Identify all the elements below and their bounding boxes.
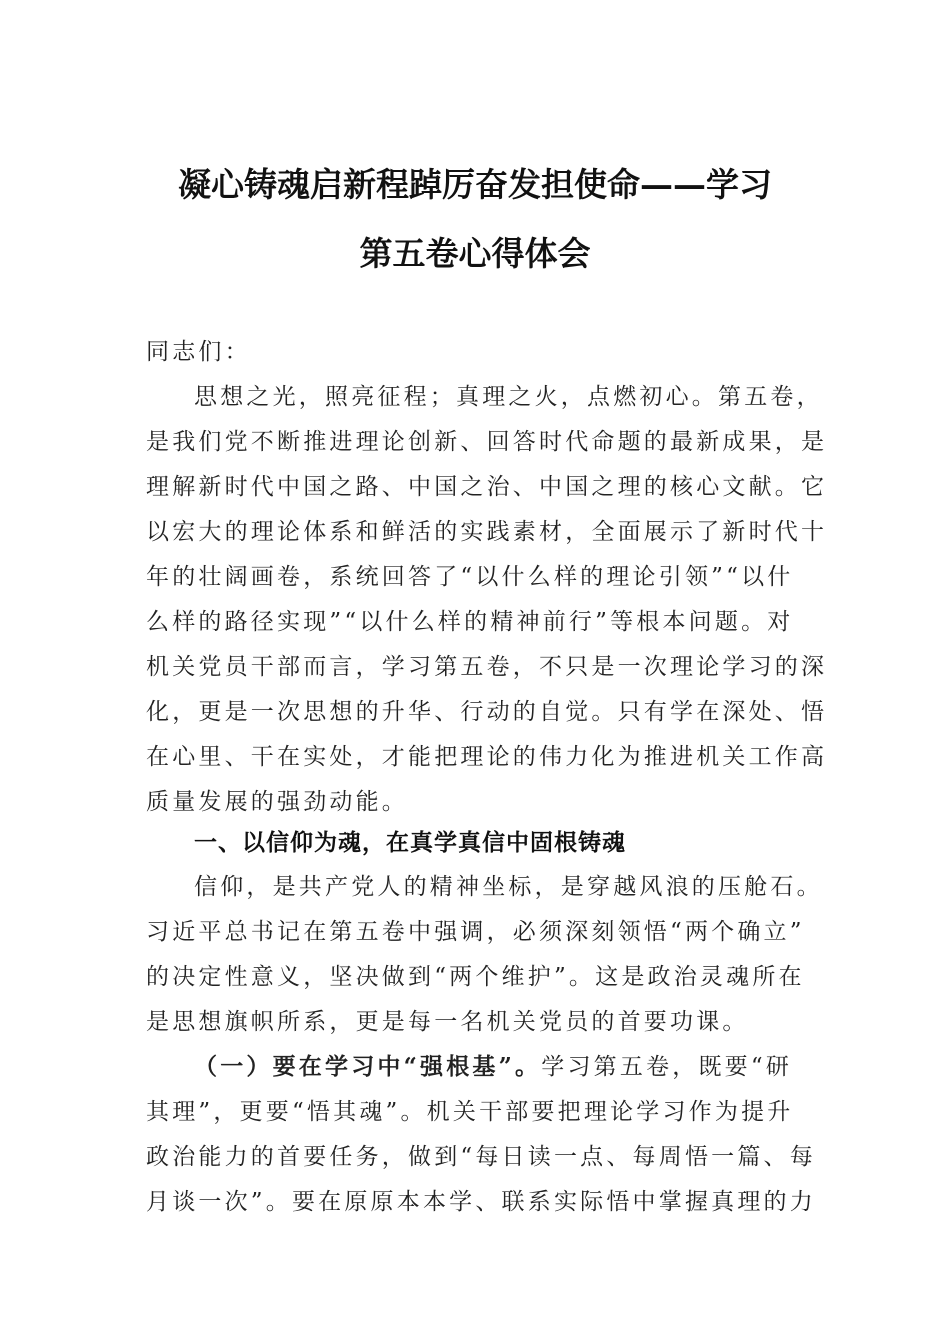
subsection-text: 学习第五卷，既要“研 <box>541 1054 793 1080</box>
subsection-line: 政治能力的首要任务，做到“每日读一点、每周悟一篇、每 <box>146 1144 816 1170</box>
salutation: 同志们： <box>146 339 251 365</box>
intro-line: 是我们党不断推进理论创新、回答时代命题的最新成果，是 <box>146 429 828 455</box>
subsection-line: 月谈一次”。要在原原本本学、联系实际悟中掌握真理的力 <box>146 1189 816 1215</box>
section-line: 习近平总书记在第五卷中强调，必须深刻领悟“两个确立” <box>146 919 805 945</box>
intro-line: 机关党员干部而言，学习第五卷，不只是一次理论学习的深 <box>146 654 828 680</box>
section-line: 是思想旗帜所系，更是每一名机关党员的首要功课。 <box>146 1009 749 1035</box>
subsection-heading: （一）要在学习中“强根基”。 <box>194 1053 542 1080</box>
section-heading: 一、以信仰为魂，在真学真信中固根铸魂 <box>194 830 626 856</box>
document-title-line-2: 第五卷心得体会 <box>359 234 591 273</box>
subsection-line: 其理”，更要“悟其魂”。机关干部要把理论学习作为提升 <box>146 1099 794 1125</box>
intro-line: 思想之光，照亮征程；真理之火，点燃初心。第五卷， <box>194 384 823 410</box>
section-line: 信仰，是共产党人的精神坐标，是穿越风浪的压舱石。 <box>194 874 823 900</box>
intro-line: 么样的路径实现”“以什么样的精神前行”等根本问题。对 <box>146 609 794 635</box>
intro-line: 年的壮阔画卷，系统回答了“以什么样的理论引领”“以什 <box>146 564 794 590</box>
intro-line: 理解新时代中国之路、中国之治、中国之理的核心文献。它 <box>146 474 828 500</box>
intro-line: 化，更是一次思想的升华、行动的自觉。只有学在深处、悟 <box>146 699 828 725</box>
document-title-line-1: 凝心铸魂启新程踔厉奋发担使命——学习 <box>178 165 772 204</box>
intro-line: 质量发展的强劲动能。 <box>146 789 408 815</box>
intro-line: 以宏大的理论体系和鲜活的实践素材，全面展示了新时代十 <box>146 519 828 545</box>
section-line: 的决定性意义，坚决做到“两个维护”。这是政治灵魂所在 <box>146 964 805 990</box>
subsection-first-line <box>194 1052 806 1082</box>
intro-line: 在心里、干在实处，才能把理论的伟力化为推进机关工作高 <box>146 744 828 770</box>
